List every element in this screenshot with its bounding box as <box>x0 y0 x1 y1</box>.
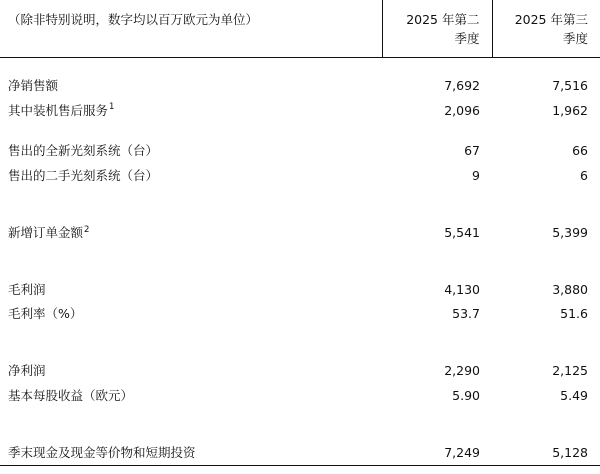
table-row <box>0 278 600 303</box>
row-label-text: 毛利润 <box>8 281 46 297</box>
row-spacer <box>0 425 600 441</box>
header-column-q2-line2: 季度 <box>454 31 480 47</box>
row-value-q2: 67 <box>464 143 480 159</box>
header-column-q2 <box>382 0 492 57</box>
row-spacer <box>0 189 600 205</box>
row-value-q3: 3,880 <box>552 281 588 297</box>
table-row <box>0 74 600 99</box>
row-value-q2: 5,541 <box>444 224 480 240</box>
header-column-q3 <box>492 0 600 57</box>
row-value-q3: 1,962 <box>552 102 588 118</box>
table-row <box>0 139 600 164</box>
header-column-q3-line1: 2025 年第三 <box>514 12 588 27</box>
row-value-q3: 5,128 <box>552 444 588 460</box>
table-row <box>0 99 600 124</box>
header-column-q3-line2: 季度 <box>562 31 588 47</box>
row-spacer <box>0 246 600 262</box>
row-spacer <box>0 343 600 359</box>
row-label-text: 毛利率（%） <box>8 306 83 322</box>
row-label <box>0 139 382 164</box>
table-row <box>0 359 600 384</box>
row-label-text: 新增订单金额 <box>8 224 84 240</box>
row-value-q3: 6 <box>580 168 588 183</box>
row-label <box>0 221 382 246</box>
table-row <box>0 441 600 466</box>
row-label-text: 售出的全新光刻系统（台） <box>8 143 159 159</box>
row-label-text: 季末现金及现金等价物和短期投资 <box>8 444 196 460</box>
row-label <box>0 384 382 409</box>
row-label <box>0 278 382 303</box>
row-spacer <box>0 205 600 221</box>
row-value-q3: 5,399 <box>552 224 588 240</box>
header-units-note: （除非特别说明，数字均以百万欧元为单位） <box>0 0 382 57</box>
header-column-q2-line1: 2025 年第二 <box>406 12 480 27</box>
row-value-q3: 66 <box>572 143 588 159</box>
row-label <box>0 359 382 384</box>
row-value-q2: 53.7 <box>452 306 480 322</box>
row-value-q2: 2,096 <box>444 102 480 118</box>
row-label <box>0 302 382 327</box>
table-row <box>0 164 600 189</box>
row-label <box>0 99 382 124</box>
row-value-q3: 5.49 <box>560 387 588 403</box>
footnote-marker: 1 <box>109 102 115 113</box>
row-value-q2: 7,692 <box>444 77 480 93</box>
row-label-text: 净销售额 <box>8 77 59 93</box>
row-spacer <box>0 409 600 425</box>
row-value-q2: 5.90 <box>452 387 480 403</box>
table-header <box>0 0 600 57</box>
row-spacer <box>0 262 600 278</box>
row-spacer <box>0 57 600 74</box>
row-label-text: 基本每股收益（欧元） <box>8 387 134 403</box>
footnote-marker: 2 <box>84 224 90 235</box>
table-row <box>0 221 600 246</box>
row-value-q3: 51.6 <box>560 306 588 322</box>
table-row <box>0 384 600 409</box>
table-bottom-rule <box>0 465 600 466</box>
table-row <box>0 302 600 327</box>
row-label-text: 净利润 <box>8 363 46 378</box>
row-label-text: 售出的二手光刻系统（台） <box>8 168 159 183</box>
row-spacer <box>0 123 600 139</box>
row-value-q3: 2,125 <box>552 363 588 378</box>
row-value-q2: 9 <box>472 168 480 183</box>
row-label <box>0 74 382 99</box>
row-value-q2: 4,130 <box>444 281 480 297</box>
row-label-text: 其中装机售后服务 <box>8 102 109 118</box>
row-spacer <box>0 327 600 343</box>
row-value-q2: 7,249 <box>444 444 480 460</box>
row-label <box>0 164 382 189</box>
table-body <box>0 57 600 466</box>
row-value-q2: 2,290 <box>444 363 480 378</box>
row-label <box>0 441 382 466</box>
row-value-q3: 7,516 <box>552 77 588 93</box>
